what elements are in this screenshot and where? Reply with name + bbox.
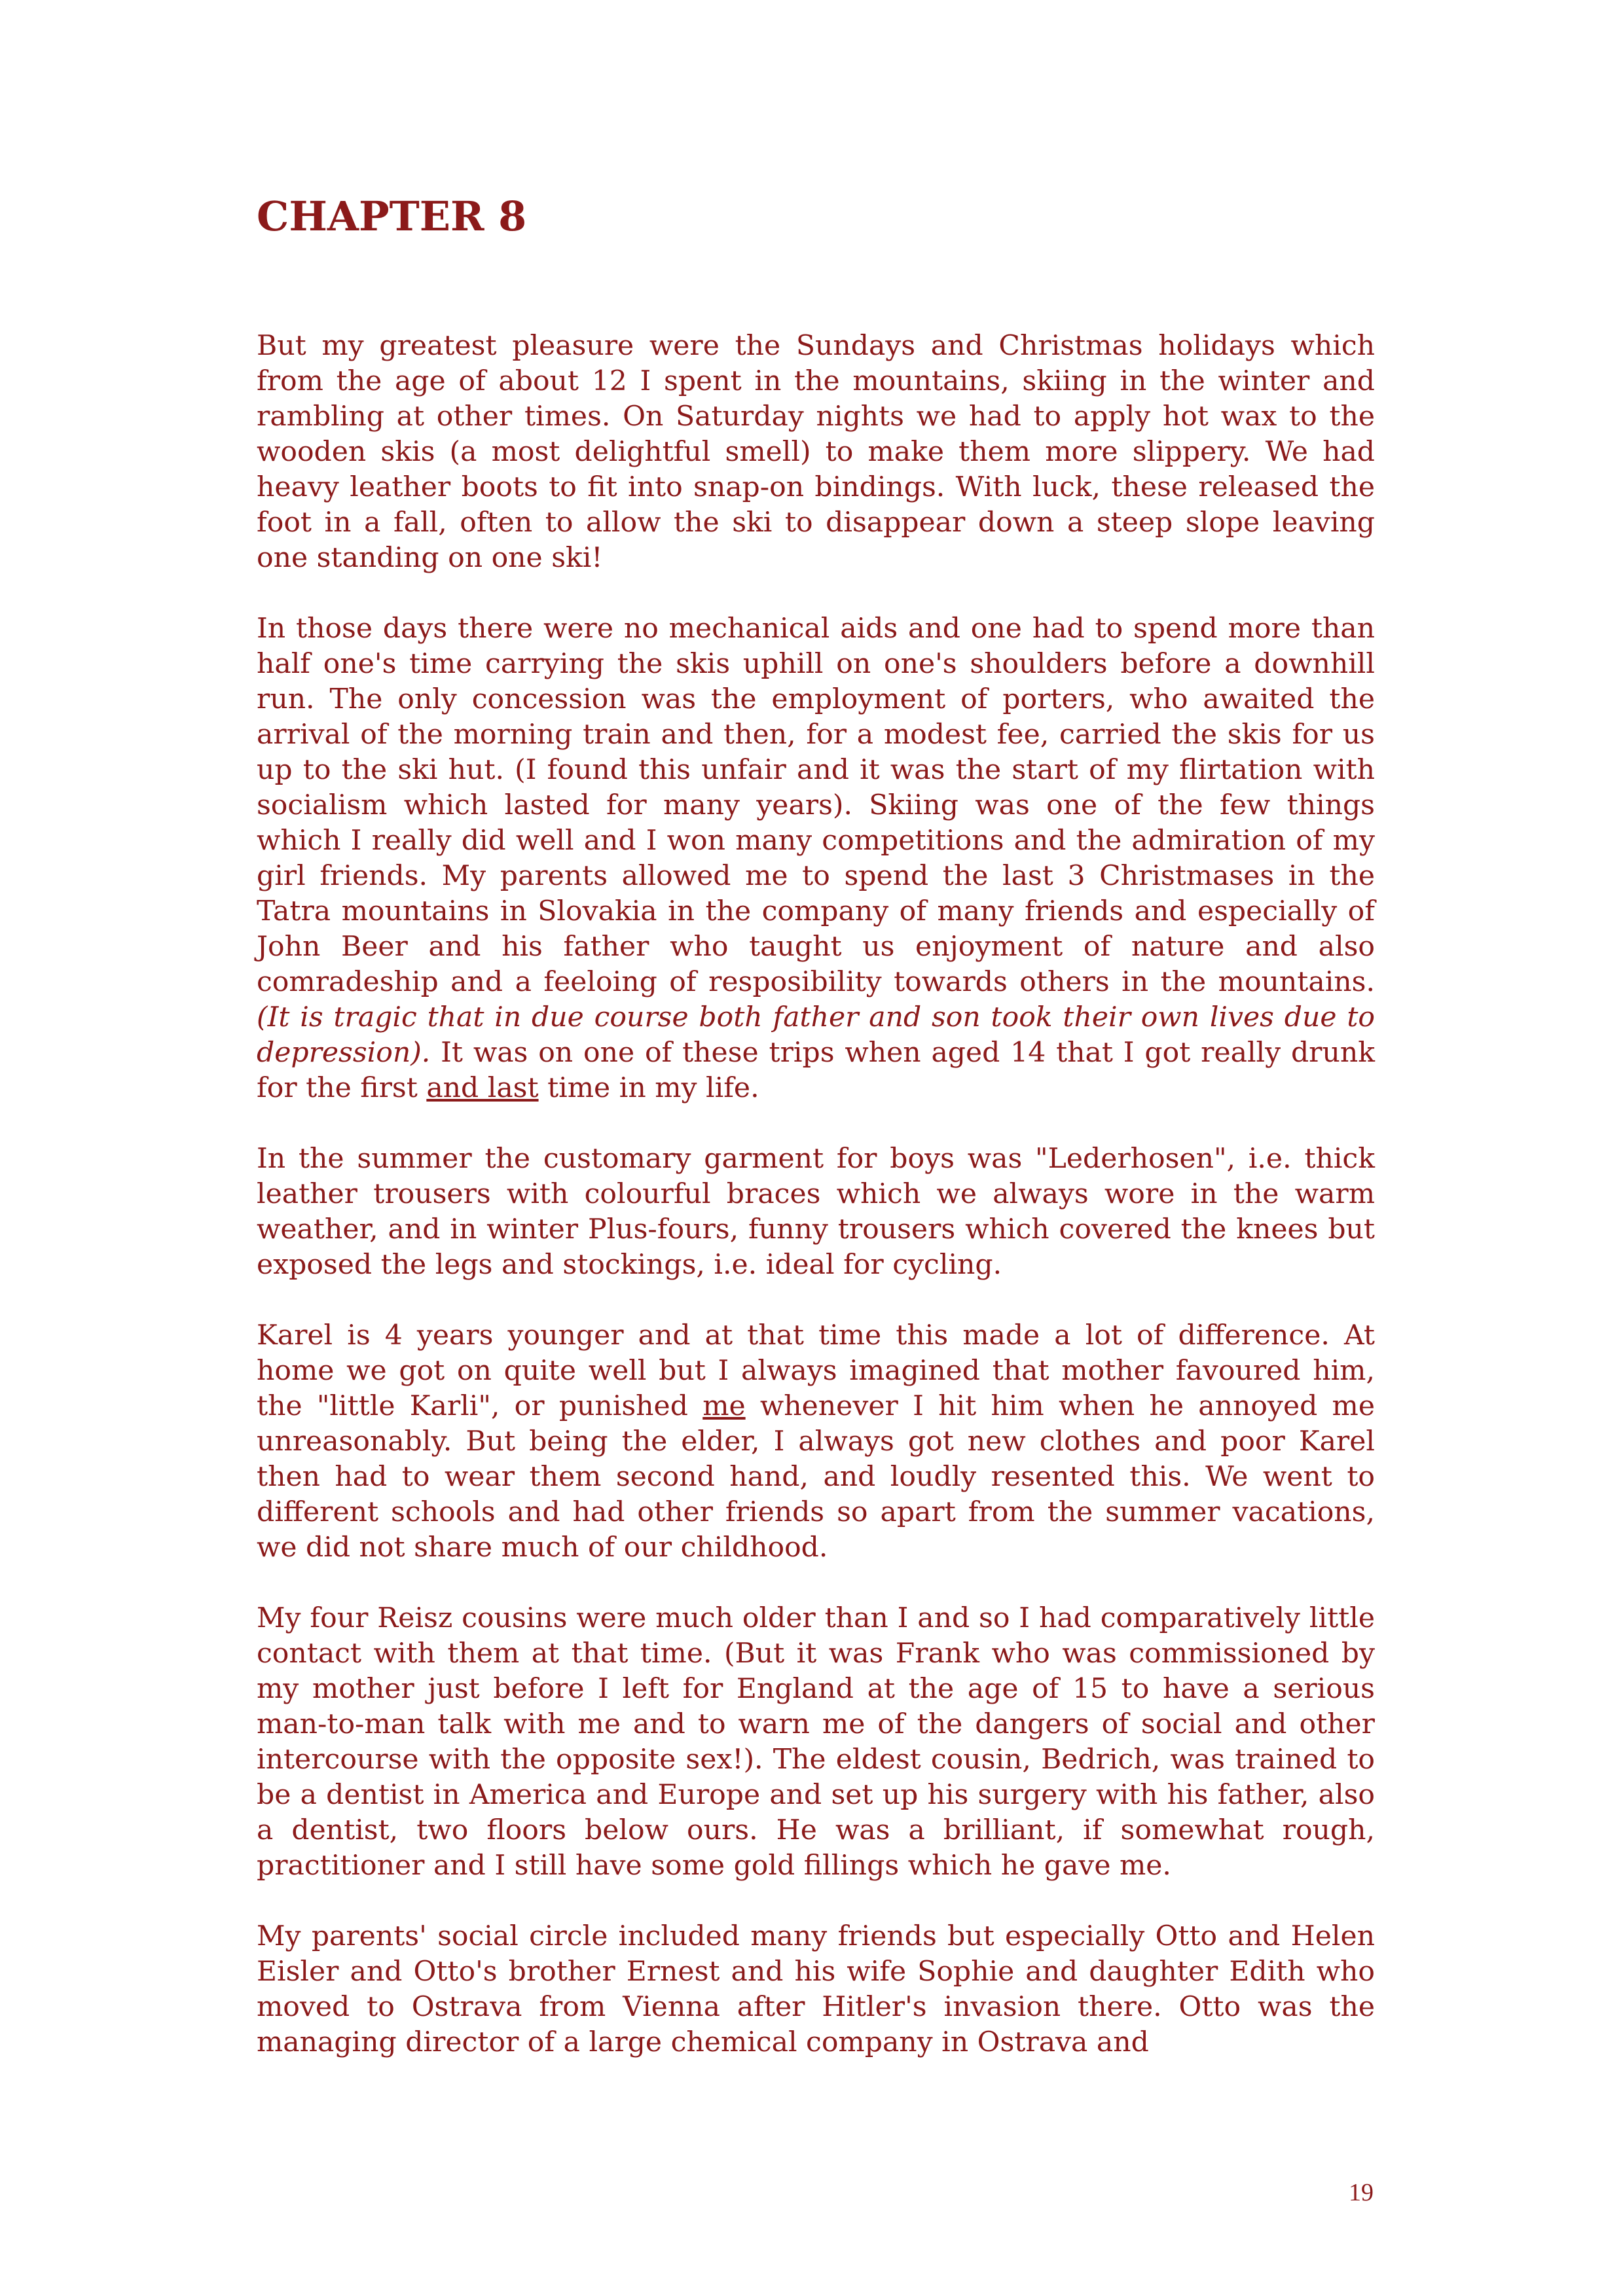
body-text: [257, 329, 1375, 2060]
paragraph-3: In the summer the customary garment for boys was "Lederhosen", i.e. thick leather trousers with colourful braces which we always wore in the warm weather, and in winter Plus-fours, funny trousers which covered the knees but exposed the legs and stockings, i.e. ideal for cycling.: [257, 1143, 1375, 1281]
paragraph-4-text-a: Karel is 4 years younger and at that time this made a lot of difference. At home we got on quite well but I always imagined that mother favoured him, the "little Karli", or punished: [257, 1319, 1375, 1422]
paragraph-4-text-b: whenever I hit him when he annoyed me unreasonably. But being the elder, I always got new clothes and poor Karel then had to wear them second hand, and loudly resented this. We went to different schools and had other friends so apart from the summer vacations, we did not share much of our childhood.: [257, 1390, 1376, 1564]
paragraph-5: My four Reisz cousins were much older than I and so I had comparatively little contact with them at that time. (But it was Frank who was commissioned by my mother just before I left for England at the age of 15 to have a serious man-to-man talk with me and to warn me of the dangers of social and other intercourse with the opposite sex!). The eldest cousin, Bedrich, was trained to be a dentist in America and Europe and set up his surgery with his father, also a dentist, two floors below ours. He was a brilliant, if somewhat rough, practitioner and I still have some gold fillings which he gave me.: [257, 1602, 1375, 1882]
paragraph-4: [257, 1318, 1375, 1566]
paragraph-6: My parents' social circle included many friends but especially Otto and Helen Eisler and Otto's brother Ernest and his wife Sophie and daughter Edith who moved to Ostrava from Vienna after Hitler's invasion there. Otto was the managing director of a large chemical company in Ostrava and: [257, 1920, 1375, 2058]
page-number: 19: [1349, 2179, 1374, 2206]
paragraph-4-underlined-word: me: [702, 1390, 746, 1422]
paragraph-2-text-a: In those days there were no mechanical aids and one had to spend more than half one's time carrying the skis uphill on one's shoulders before a downhill run. The only concession was the employment of porters, who awaited the arrival of the morning train and then, for a modest fee, carried the skis for us up to the ski hut. (I found this unfair and it was the start of my flirtation with socialism which lasted for many years). Skiing was one of the few things which I really did well and I won many competitions and the admiration of my girl friends. My parents allowed me to spend the last 3 Christmases in the Tatra mountains in Slovakia in the company of many friends and especially of John Beer and his father who taught us enjoyment of nature and also comradeship and a feeloing of resposibility towards others in the mountains.: [257, 613, 1375, 998]
paragraph-2-text-c: time in my life.: [538, 1072, 759, 1104]
chapter-title: CHAPTER 8: [257, 192, 527, 240]
paragraph-2-italic-aside: (It is tragic that in due course both father and son took their own lives due to depression).: [257, 1001, 1375, 1069]
paragraph-2-underlined-phrase: and last: [426, 1072, 539, 1104]
paragraph-2: [257, 611, 1375, 1106]
paragraph-2-text-b: It was on one of these trips when aged 14 that I got really drunk for the first: [257, 1037, 1375, 1104]
paragraph-1: But my greatest pleasure were the Sundays and Christmas holidays which from the age of about 12 I spent in the mountains, skiing in the winter and rambling at other times. On Saturday nights we had to apply hot wax to the wooden skis (a most delightful smell) to make them more slippery. We had heavy leather boots to fit into snap-on bindings. With luck, these released the foot in a fall, often to allow the ski to disappear down a steep slope leaving one standing on one ski!: [257, 330, 1375, 574]
